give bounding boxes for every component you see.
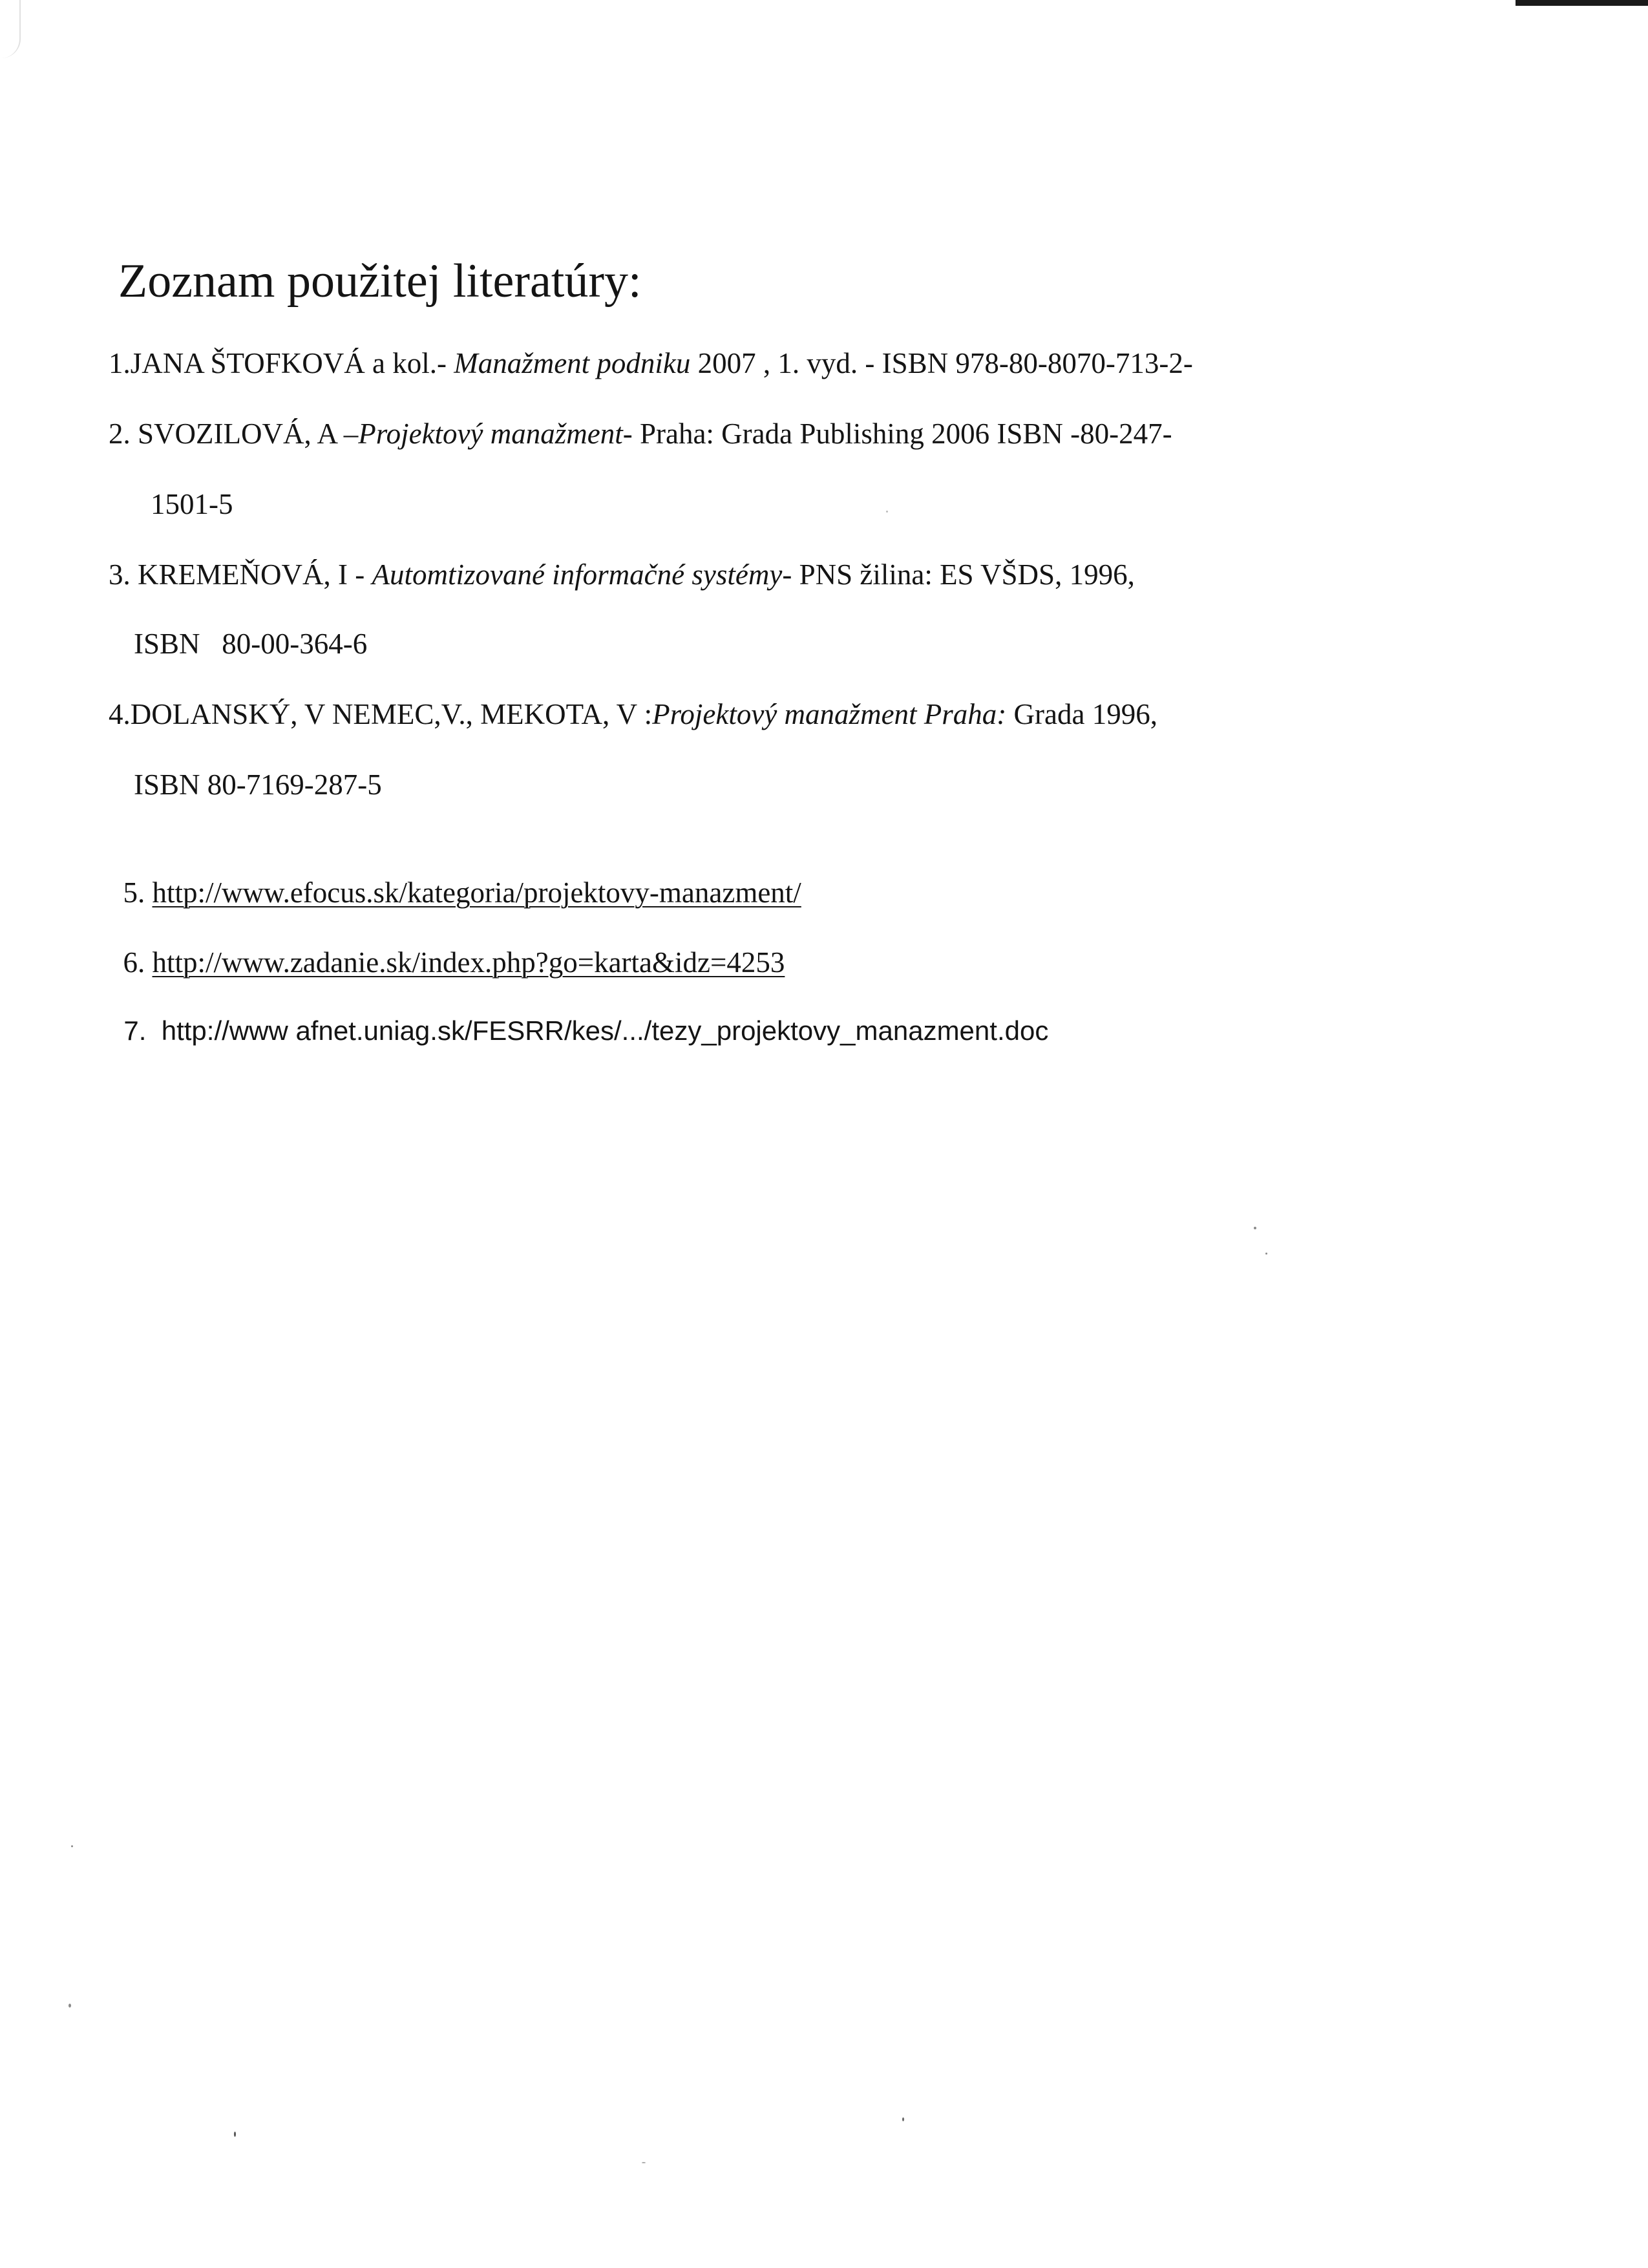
reference-author: JANA ŠTOFKOVÁ a kol.- <box>130 347 454 379</box>
reference-number: 2. <box>109 418 138 450</box>
scan-edge-mark <box>1516 0 1648 6</box>
reference-number: 3. <box>109 558 138 591</box>
scan-edge-curve <box>0 0 21 58</box>
reference-author: SVOZILOVÁ, A <box>138 418 344 450</box>
scan-speck <box>234 2132 236 2137</box>
reference-2-continuation: 1501-5 <box>151 488 233 520</box>
reference-3 <box>109 555 1135 594</box>
reference-2 <box>109 414 1172 453</box>
reference-link[interactable]: http://www.efocus.sk/kategoria/projektovy-manazment/ <box>152 876 801 909</box>
reference-3-continuation: ISBN 80-00-364-6 <box>134 628 368 660</box>
reference-url-text: http://www afnet.uniag.sk/FESRR/kes/.../tezy_projektovy_manazment.doc <box>161 1015 1049 1046</box>
page-title: Zoznam použitej literatúry: <box>118 255 642 308</box>
reference-author: DOLANSKÝ, V NEMEC,V., MEKOTA, V : <box>130 698 653 730</box>
reference-5 <box>109 834 801 912</box>
reference-6 <box>109 904 785 982</box>
scan-speck <box>69 2004 71 2008</box>
scan-speck <box>886 511 888 513</box>
reference-title: Manažment podniku <box>454 347 691 379</box>
reference-details: PNS žilina: ES VŠDS, 1996, <box>792 558 1135 591</box>
reference-title: –Projektový manažment- <box>343 418 633 450</box>
reference-details: Praha: Grada Publishing 2006 ISBN -80-247- <box>632 418 1172 450</box>
reference-number: 6. <box>123 946 153 979</box>
scan-speck <box>1254 1227 1256 1229</box>
reference-link[interactable]: http://www.zadanie.sk/index.php?go=karta&idz=4253 <box>152 946 785 979</box>
reference-title: Automtizované informačné systémy- <box>372 558 792 591</box>
scan-speck <box>642 2162 646 2163</box>
scan-speck <box>1265 1253 1267 1255</box>
reference-details: Grada 1996, <box>1006 698 1157 730</box>
reference-author: KREMEŇOVÁ, I - <box>138 558 372 591</box>
scan-speck <box>902 2117 904 2121</box>
reference-number: 4. <box>109 698 131 730</box>
reference-number: 1. <box>109 347 131 379</box>
reference-details: 2007 , 1. vyd. - ISBN 978-80-8070-713-2- <box>690 347 1193 379</box>
reference-1 <box>109 344 1193 383</box>
reference-title: Projektový manažment Praha: <box>652 698 1007 730</box>
reference-4-continuation: ISBN 80-7169-287-5 <box>134 768 382 801</box>
scan-speck <box>71 1845 73 1847</box>
reference-number: 7. <box>123 1015 162 1046</box>
reference-4 <box>109 695 1157 734</box>
reference-number: 5. <box>123 876 153 909</box>
reference-7 <box>109 973 1048 1050</box>
